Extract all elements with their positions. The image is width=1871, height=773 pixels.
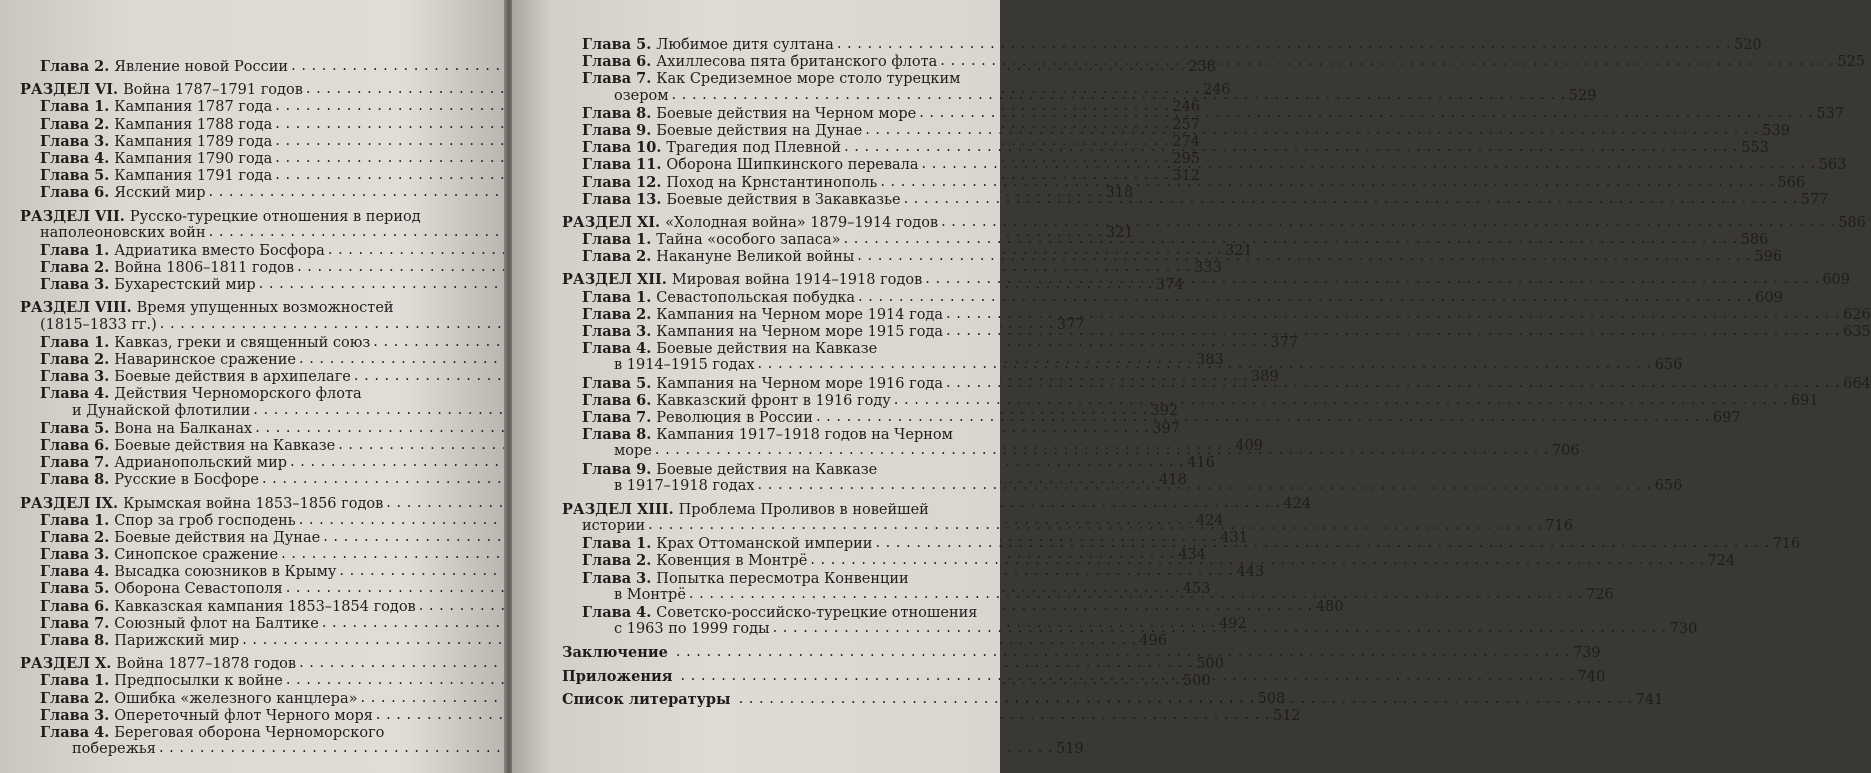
toc-chapter <box>562 604 1032 621</box>
leader-dots <box>858 289 1752 303</box>
page-number: 424 <box>1195 512 1224 529</box>
entry-title: Адриатика вместо Босфора <box>114 242 325 259</box>
toc-chapter <box>562 426 1032 443</box>
leader-dots <box>941 214 1835 228</box>
chapter-label: Глава 3. <box>40 276 110 294</box>
entry-title: Война 1806–1811 годов <box>114 260 295 277</box>
entry-title: Русско-турецкие отношения в период <box>129 208 421 225</box>
chapter-label: Глава 2. <box>40 528 110 546</box>
entry-title: Боевые действия в Закавказье <box>666 191 901 208</box>
page-number: 383 <box>1196 352 1224 368</box>
section-label: Список литературы <box>562 690 731 708</box>
chapter-label: Глава 6. <box>40 436 110 454</box>
entry-title: Боевые действия в архипелаге <box>114 369 351 386</box>
section-label: РАЗДЕЛ VII. <box>20 207 125 225</box>
toc-continuation <box>20 741 1084 758</box>
chapter-label: Глава 2. <box>582 248 652 266</box>
chapter-label: Глава 3. <box>40 706 110 724</box>
page-number: 730 <box>1669 621 1698 638</box>
section-label: РАЗДЕЛ VI. <box>20 81 119 99</box>
entry-title: Крах Оттоманской империи <box>656 536 873 553</box>
entry-title: и Дунайской флотилии <box>72 402 251 419</box>
page-number: 537 <box>1816 105 1844 122</box>
leader-dots <box>946 375 1840 389</box>
chapter-label: Глава 12. <box>582 173 662 191</box>
page-number: 508 <box>1257 690 1286 707</box>
page-number: 480 <box>1315 598 1344 615</box>
chapter-label: Глава 7. <box>582 408 652 426</box>
toc-section <box>20 655 1224 673</box>
entry-title: Попытка пересмотра Конвенции <box>656 570 909 587</box>
entry-title: Кампания 1790 года <box>114 150 273 167</box>
entry-title: Война 1877–1878 годов <box>116 656 297 673</box>
page-number: 716 <box>1772 536 1801 553</box>
leader-dots <box>680 668 1574 682</box>
entry-title: Боевые действия на Кавказе <box>114 437 336 454</box>
page-number: 431 <box>1220 529 1248 546</box>
entry-title: Ахиллесова пята британского флота <box>656 54 938 71</box>
page-number: 691 <box>1790 392 1819 409</box>
section-label: Приложения <box>562 667 673 685</box>
page-number: 443 <box>1236 564 1265 581</box>
chapter-label: Глава 6. <box>40 184 110 202</box>
page-number: 257 <box>1172 116 1201 133</box>
entry-title: озером <box>614 87 669 104</box>
page-number: 740 <box>1577 668 1606 685</box>
section-label: Заключение <box>562 644 668 662</box>
page-number: 424 <box>1283 495 1312 512</box>
leader-dots <box>946 306 1840 320</box>
chapter-label: Глава 4. <box>40 723 110 741</box>
leader-dots <box>655 442 1549 456</box>
leader-dots <box>648 517 1542 531</box>
chapter-label: Глава 1. <box>582 535 652 553</box>
entry-title: Действия Черноморского флота <box>114 386 362 403</box>
entry-title: Кампания 1787 года <box>114 99 273 116</box>
leader-dots <box>676 644 1570 658</box>
entry-title: Советско-российско-турецкие отношения <box>656 605 978 621</box>
entry-title: Кавказская кампания 1853–1854 годов <box>114 598 416 615</box>
page-number: 246 <box>1202 82 1231 99</box>
chapter-label: Глава 11. <box>582 156 662 174</box>
toc-chapter <box>562 570 1032 587</box>
page-number: 724 <box>1707 553 1736 570</box>
entry-title: Время упущенных возможностей <box>136 300 394 317</box>
page-number: 418 <box>1159 472 1187 489</box>
chapter-label: Глава 4. <box>40 563 110 581</box>
page-number: 739 <box>1572 645 1601 662</box>
page-number: 697 <box>1713 409 1741 426</box>
entry-title: Кампания 1789 года <box>114 133 273 150</box>
page-number: 586 <box>1838 214 1866 231</box>
page-number: 539 <box>1762 122 1790 139</box>
leader-dots <box>940 53 1834 67</box>
entry-title: Боевые действия на Черном море <box>656 105 917 122</box>
toc-section <box>562 501 1032 518</box>
entry-title: море <box>614 443 652 460</box>
entry-title: в 1917–1918 годах <box>614 477 755 494</box>
chapter-label: Глава 4. <box>582 604 652 621</box>
entry-title: Кампания 1791 года <box>114 168 273 185</box>
page-number: 609 <box>1822 272 1851 289</box>
chapter-label: Глава 1. <box>582 288 652 306</box>
page-number: 726 <box>1586 586 1614 603</box>
entry-title: Береговая оборона Черноморского <box>114 724 385 741</box>
entry-title: Боевые действия на Дунае <box>114 529 321 546</box>
entry-title: Кавказский фронт в 1916 году <box>656 392 891 409</box>
entry-title: истории <box>582 518 646 535</box>
toc-chapter <box>20 706 1301 724</box>
entry-title: Боевые действия на Кавказе <box>656 461 878 478</box>
entry-title: Бухарестский мир <box>114 277 256 294</box>
entry-title: наполеоновских войн <box>40 224 206 241</box>
entry-title: Кавказ, греки и священный союз <box>114 334 371 351</box>
chapter-label: Глава 1. <box>582 231 652 249</box>
chapter-label: Глава 6. <box>582 53 652 71</box>
page-number: 374 <box>1155 277 1184 294</box>
entry-title: в 1914–1915 годах <box>614 357 755 374</box>
leader-dots <box>739 691 1633 705</box>
section-label: РАЗДЕЛ XIII. <box>562 500 674 518</box>
chapter-label: Глава 9. <box>582 460 652 478</box>
entry-title: Адрианопольский мир <box>114 455 288 472</box>
chapter-label: Глава 2. <box>40 58 110 75</box>
page-number: 312 <box>1172 168 1201 185</box>
page-number: 318 <box>1105 185 1134 202</box>
leader-dots <box>758 356 1652 370</box>
page-number: 656 <box>1654 477 1683 494</box>
chapter-label: Глава 5. <box>582 36 652 53</box>
leader-dots <box>689 586 1583 600</box>
leader-dots <box>894 392 1788 406</box>
leader-dots <box>758 477 1652 491</box>
entry-title: Боевые действия на Дунае <box>656 122 863 139</box>
section-label: РАЗДЕЛ XI. <box>562 213 661 231</box>
entry-title: Любимое дитя султана <box>656 37 834 53</box>
leader-dots <box>880 174 1774 188</box>
entry-title: Вона на Балканах <box>114 420 253 437</box>
page-number: 500 <box>1182 673 1211 690</box>
entry-title: с 1963 по 1999 годы <box>614 621 770 638</box>
chapter-label: Глава 7. <box>582 70 652 88</box>
leader-dots <box>844 139 1738 153</box>
chapter-label: Глава 4. <box>40 149 110 167</box>
entry-title: Предпосылки к войне <box>114 673 283 690</box>
chapter-label: Глава 6. <box>40 597 110 615</box>
entry-title: Кампания на Черном море 1914 года <box>656 306 943 323</box>
page-number: 656 <box>1654 357 1683 374</box>
chapter-label: Глава 5. <box>582 374 652 392</box>
section-label: РАЗДЕЛ VIII. <box>20 299 132 317</box>
chapter-label: Глава 8. <box>582 426 652 444</box>
toc-chapter <box>20 724 460 741</box>
entry-title: Кампания 1788 года <box>114 116 273 133</box>
page-number: 519 <box>1056 741 1084 758</box>
page-number: 520 <box>1733 37 1762 53</box>
entry-title: Война 1787–1791 годов <box>123 82 303 99</box>
leader-dots <box>810 552 1704 566</box>
entry-title: Синопское сражение <box>114 547 279 564</box>
entry-title: Кампания 1917–1918 годов на Черном <box>656 427 953 444</box>
page-number: 274 <box>1172 133 1201 150</box>
chapter-label: Глава 3. <box>582 569 652 587</box>
leader-dots <box>922 156 1816 170</box>
chapter-label: Глава 1. <box>40 672 110 690</box>
entry-title: Союзный флот на Балтике <box>114 615 319 632</box>
page-number: 525 <box>1837 54 1866 71</box>
page-number: 553 <box>1741 140 1769 157</box>
chapter-label: Глава 3. <box>582 323 652 340</box>
chapter-label: Глава 1. <box>40 333 110 351</box>
leader-dots <box>837 36 1731 50</box>
toc-chapter <box>562 461 1032 478</box>
entry-title: Поход на Крнстантинополь <box>666 174 878 191</box>
entry-title: Севастопольская побудка <box>656 289 856 306</box>
page-number: 409 <box>1235 437 1263 454</box>
chapter-label: Глава 8. <box>582 104 652 122</box>
chapter-label: Глава 5. <box>40 580 110 598</box>
chapter-label: Глава 2. <box>582 305 652 323</box>
section-label: РАЗДЕЛ IX. <box>20 494 119 512</box>
page-number: 377 <box>1056 316 1085 333</box>
entry-title: Мировая война 1914–1918 годов <box>671 272 923 289</box>
entry-title: Революция в России <box>656 409 813 426</box>
page-number: 664 <box>1843 375 1871 392</box>
page-number: 500 <box>1196 656 1224 673</box>
page-number: 295 <box>1172 150 1201 167</box>
page-number: 529 <box>1568 87 1597 104</box>
chapter-label: Глава 7. <box>40 454 110 472</box>
toc-chapter <box>20 385 460 402</box>
chapter-label: Глава 1. <box>40 241 110 259</box>
entry-title: Оборона Шипкинского перевала <box>666 157 919 174</box>
leader-dots <box>925 271 1819 285</box>
page-number: 563 <box>1818 157 1847 174</box>
entry-title: Спор за гроб господень <box>114 512 296 529</box>
page-number: 596 <box>1754 249 1783 266</box>
chapter-label: Глава 3. <box>40 368 110 386</box>
leader-dots <box>946 323 1840 337</box>
page-number: 716 <box>1545 518 1573 535</box>
toc-chapter <box>562 340 1032 357</box>
chapter-label: Глава 1. <box>40 511 110 529</box>
entry-title: Проблема Проливов в новейшей <box>678 501 929 518</box>
entry-title: «Холодная война» 1879–1914 годов <box>665 214 939 231</box>
entry-title: Тайна «особого запаса» <box>656 232 841 249</box>
page-number: 635 <box>1843 324 1871 340</box>
entry-title: Высадка союзников в Крыму <box>114 564 337 581</box>
entry-title: Русские в Босфоре <box>114 472 259 489</box>
page-number: 496 <box>1139 633 1168 649</box>
leader-dots <box>904 191 1798 205</box>
chapter-label: Глава 13. <box>582 190 662 208</box>
chapter-label: Глава 1. <box>40 98 110 116</box>
entry-title: Опереточный флот Черного моря <box>114 707 373 724</box>
entry-title: Ошибка «железного канцлера» <box>114 690 358 707</box>
chapter-label: Глава 7. <box>40 614 110 632</box>
entry-title: Боевые действия на Кавказе <box>656 341 878 358</box>
entry-title: Ясский мир <box>114 185 206 202</box>
leader-dots <box>672 87 1566 101</box>
toc-section <box>562 213 1866 231</box>
page-number: 577 <box>1800 191 1829 208</box>
chapter-label: Глава 5. <box>40 167 110 185</box>
entry-title: Крымская война 1853–1856 годов <box>123 495 384 512</box>
section-label: РАЗДЕЛ XII. <box>562 271 667 289</box>
toc-section <box>20 299 460 316</box>
leader-dots <box>919 105 1813 119</box>
leader-dots <box>865 122 1759 136</box>
entry-title: Кампания на Черном море 1915 года <box>656 324 943 340</box>
page-number: 492 <box>1218 615 1247 632</box>
chapter-label: Глава 9. <box>582 121 652 139</box>
page-number: 741 <box>1635 691 1664 708</box>
entry-title: Оборона Севастополя <box>114 581 283 598</box>
chapter-label: Глава 3. <box>40 132 110 150</box>
page-number: 377 <box>1270 334 1299 351</box>
chapter-label: Глава 6. <box>582 391 652 409</box>
toc-chapter <box>562 288 1783 306</box>
entry-title: Как Средиземное море столо турецким <box>656 71 961 88</box>
toc-chapter <box>562 391 1819 409</box>
page-number: 512 <box>1272 707 1301 724</box>
toc-chapter <box>562 70 1032 87</box>
page-number: 389 <box>1251 369 1279 386</box>
page-number: 321 <box>1224 242 1253 259</box>
leader-dots <box>875 535 1769 549</box>
entry-title: Накануне Великой войны <box>656 249 855 266</box>
chapter-label: Глава 4. <box>582 340 652 358</box>
chapter-label: Глава 5. <box>40 419 110 437</box>
chapter-label: Глава 2. <box>40 115 110 133</box>
entry-title: Кампания на Черном море 1916 года <box>656 375 943 392</box>
chapter-label: Глава 10. <box>582 139 662 157</box>
leader-dots <box>773 620 1667 634</box>
page-number: 453 <box>1182 581 1211 598</box>
page-number: 392 <box>1150 402 1179 419</box>
toc-chapter <box>562 36 1762 53</box>
entry-title: Парижский мир <box>114 633 240 649</box>
toc-chapter <box>562 305 1871 323</box>
page-number: 566 <box>1777 174 1806 191</box>
entry-title: Явление новой России <box>114 59 289 75</box>
chapter-label: Глава 8. <box>40 632 110 649</box>
leader-dots <box>844 231 1738 245</box>
entry-title: в Монтрё <box>614 586 686 603</box>
leader-dots <box>816 409 1710 423</box>
page-number: 246 <box>1172 99 1201 116</box>
page-number: 416 <box>1187 455 1215 472</box>
toc-chapter <box>20 259 1222 277</box>
page-number: 706 <box>1551 443 1580 460</box>
chapter-label: Глава 2. <box>40 689 110 707</box>
chapter-label: Глава 2. <box>582 552 652 570</box>
entry-title: побережья <box>72 741 156 758</box>
toc-section <box>20 208 460 225</box>
entry-title: Наваринское сражение <box>114 352 296 368</box>
chapter-label: Глава 8. <box>40 471 110 489</box>
page-number: 397 <box>1152 420 1181 437</box>
page-number: 333 <box>1194 260 1222 277</box>
page-number: 434 <box>1178 547 1206 564</box>
page-number: 321 <box>1105 224 1134 241</box>
entry-title: Трагедия под Плевной <box>666 140 842 157</box>
page-number: 238 <box>1188 59 1216 75</box>
leader-dots <box>857 248 1751 262</box>
section-label: РАЗДЕЛ X. <box>20 655 112 673</box>
chapter-label: Глава 2. <box>40 351 110 368</box>
chapter-label: Глава 3. <box>40 546 110 564</box>
entry-title: Ковенция в Монтрё <box>656 553 808 570</box>
chapter-label: Глава 2. <box>40 259 110 277</box>
page-number: 609 <box>1755 289 1783 306</box>
page-number: 586 <box>1740 232 1769 249</box>
chapter-label: Глава 4. <box>40 385 110 403</box>
toc-section <box>562 644 1601 662</box>
entry-title: (1815–1833 гг.) <box>40 316 157 333</box>
page-number: 626 <box>1843 306 1871 323</box>
toc-chapter <box>20 632 1168 649</box>
